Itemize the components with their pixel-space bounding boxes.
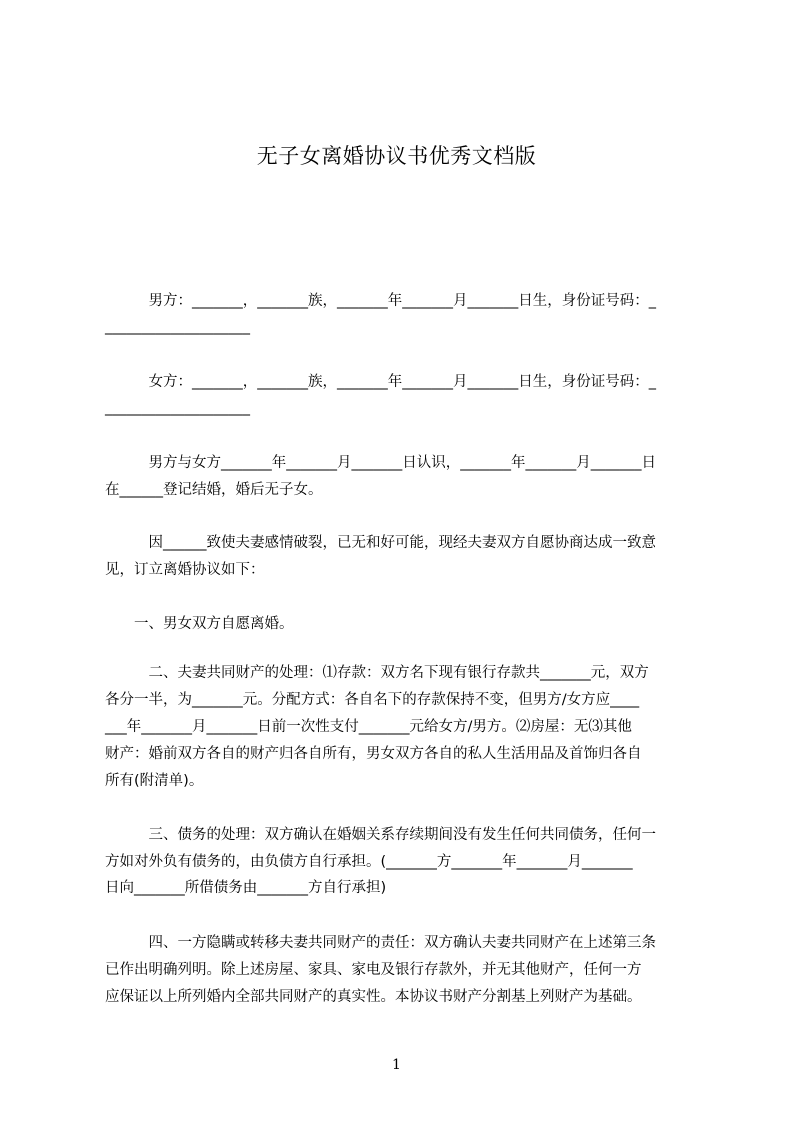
paragraph-line: 女方：_______，_______族，_______年_______月_______日生，身份证号码：_	[105, 374, 656, 390]
paragraph-line: 各分一半，为_______元。分配方式：各自名下的存款保持不变，但男方/女方应____	[105, 692, 640, 708]
page-number: 1	[392, 1057, 401, 1073]
paragraph-line: 日向_______所借债务由_______方自行承担)	[105, 880, 387, 896]
paragraph-line: 见，订立离婚协议如下：	[105, 562, 265, 578]
paragraph-line: 方如对外负有债务的，由负债方自行承担。(_______方_______年_______月_______	[105, 854, 633, 870]
paragraph-line: 在______登记结婚，婚后无子女。	[105, 482, 323, 498]
paragraph-line: 所有(附清单)。	[105, 773, 204, 789]
paragraph-line: 四、一方隐瞒或转移夫妻共同财产的责任：双方确认夫妻共同财产在上述第三条	[105, 935, 656, 951]
paragraph-line: 财产：婚前双方各自的财产归各自所有，男女双方各自的私人生活用品及首饰归各自	[105, 746, 642, 762]
paragraph-line: 应保证以上所列婚内全部共同财产的真实性。本协议书财产分割基上列财产为基础。	[105, 989, 642, 1005]
paragraph-line: 一、男女双方自愿离婚。	[105, 616, 294, 632]
paragraph-line: 男方与女方_______年_______月_______日认识，_______年_______月_______日	[105, 455, 656, 471]
paragraph-line: ___年_______月_______日前一次性支付_______元给女方/男方。⑵房屋：无⑶其他	[105, 719, 632, 735]
paragraph-line: 男方：_______，_______族，_______年_______月_______日生，身份证号码：_	[105, 293, 656, 309]
paragraph-line: 二、夫妻共同财产的处理：⑴存款：双方名下现有银行存款共_______元，双方	[105, 665, 649, 681]
paragraph-line: 三、债务的处理：双方确认在婚姻关系存续期间没有发生任何共同债务，任何一	[105, 827, 656, 843]
paragraph-line: ____________________	[105, 400, 250, 416]
paragraph-line: 因______致使夫妻感情破裂，已无和好可能，现经夫妻双方自愿协商达成一致意	[105, 535, 656, 551]
document-title: 无子女离婚协议书优秀文档版	[256, 144, 537, 168]
paragraph-line: 已作出明确列明。除上述房屋、家具、家电及银行存款外，并无其他财产，任何一方	[105, 962, 642, 978]
paragraph-line: ____________________	[105, 319, 250, 335]
